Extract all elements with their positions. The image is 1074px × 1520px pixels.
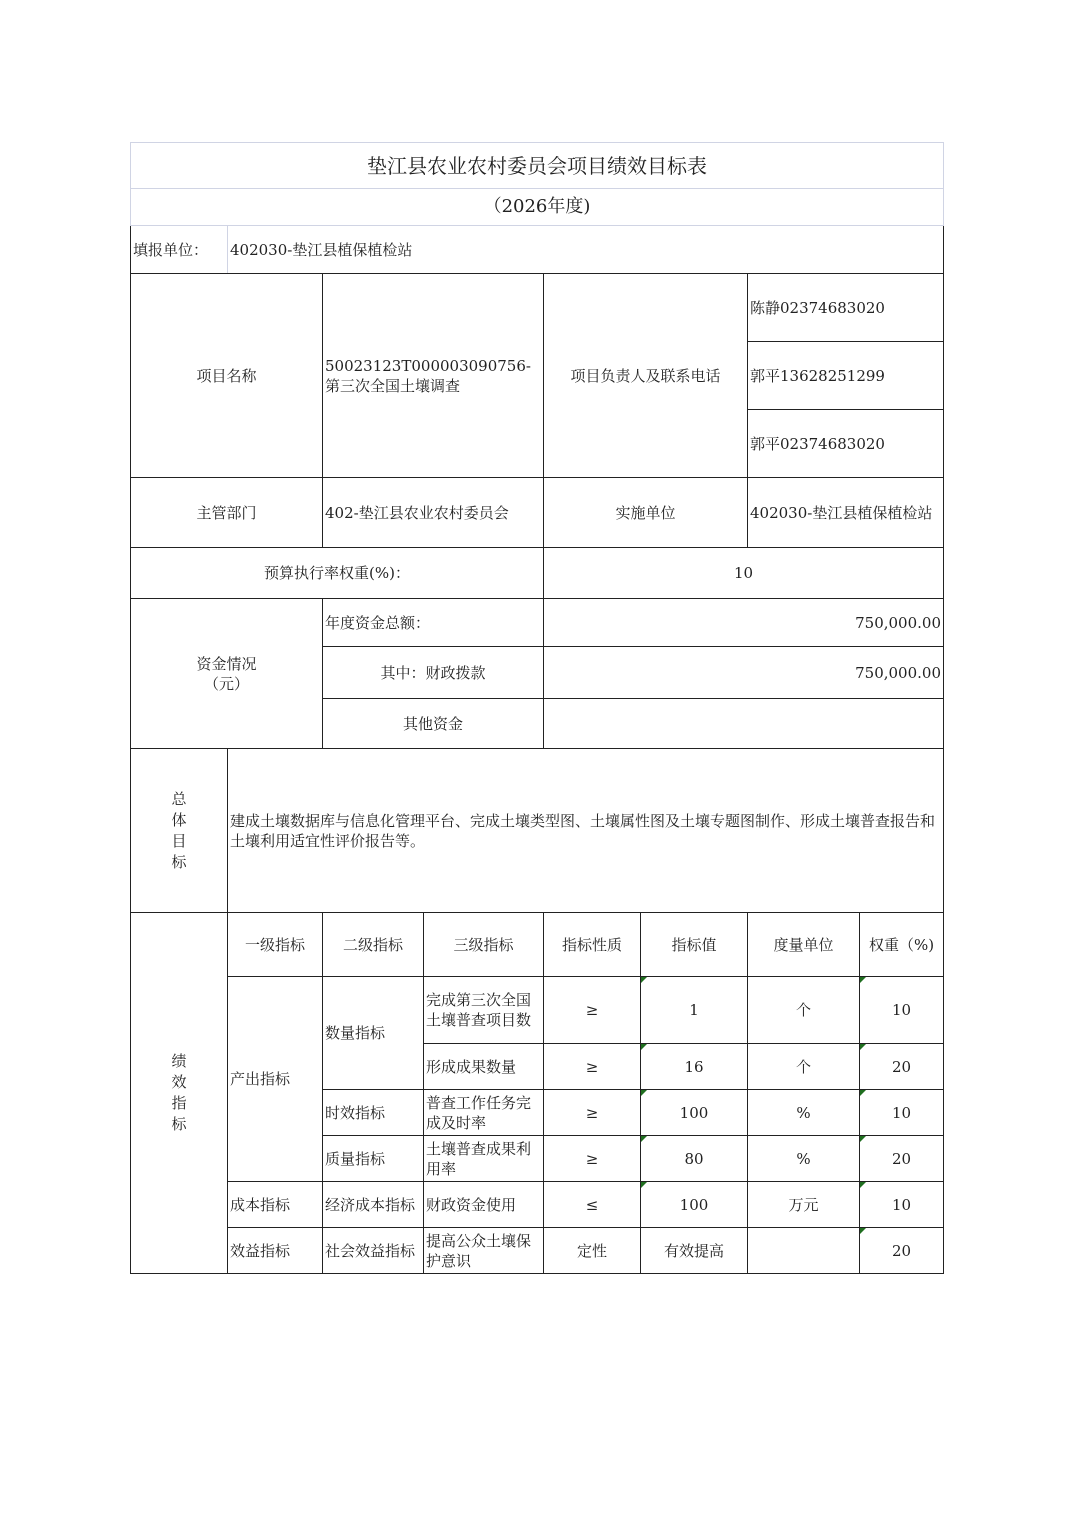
indicator-row: [131, 1228, 944, 1274]
total-funds-value: 750,000.00: [544, 599, 944, 647]
other-funds-value: [544, 699, 944, 749]
indicator-level2: 经济成本指标: [323, 1182, 424, 1228]
indicator-value: 100: [641, 1090, 748, 1136]
project-name-label: 项目名称: [131, 274, 323, 478]
indicator-weight: 20: [860, 1228, 944, 1274]
performance-table: [130, 142, 944, 1274]
header-level2: 二级指标: [323, 913, 424, 977]
budget-weight-label: 预算执行率权重(%)：: [131, 548, 544, 599]
project-name-value: 50023123T000003090756-第三次全国土壤调查: [323, 274, 544, 478]
indicator-weight: 10: [860, 1090, 944, 1136]
indicator-level3: 普查工作任务完成及时率: [424, 1090, 544, 1136]
performance-label-text: 绩效指标: [171, 1052, 187, 1133]
contact-2: 郭平13628251299: [748, 342, 944, 410]
overall-goal-label: [131, 749, 228, 913]
indicator-unit: [748, 1228, 860, 1274]
indicator-level2: 时效指标: [323, 1090, 424, 1136]
header-level3: 三级指标: [424, 913, 544, 977]
indicator-level1: 成本指标: [228, 1182, 323, 1228]
fiscal-funds-label: 其中：财政拨款: [323, 647, 544, 699]
indicator-level2: 质量指标: [323, 1136, 424, 1182]
filing-unit-label: 填报单位：: [131, 226, 228, 274]
budget-weight-value: 10: [544, 548, 944, 599]
indicator-level2: 数量指标: [323, 977, 424, 1090]
indicator-value: 1: [641, 977, 748, 1044]
indicator-level3: 形成成果数量: [424, 1044, 544, 1090]
indicator-weight: 10: [860, 1182, 944, 1228]
indicator-unit: %: [748, 1090, 860, 1136]
indicator-row: [131, 1182, 944, 1228]
header-nature: 指标性质: [544, 913, 641, 977]
indicator-level1: 效益指标: [228, 1228, 323, 1274]
overall-goal-label-text: 总体目标: [171, 789, 187, 871]
contact-1: 陈静02374683020: [748, 274, 944, 342]
indicator-value: 100: [641, 1182, 748, 1228]
header-level1: 一级指标: [228, 913, 323, 977]
impl-unit-label: 实施单位: [544, 478, 748, 548]
indicator-nature: ≥: [544, 1136, 641, 1182]
indicator-level3: 完成第三次全国土壤普查项目数: [424, 977, 544, 1044]
indicator-weight: 20: [860, 1044, 944, 1090]
header-unit: 度量单位: [748, 913, 860, 977]
indicator-row: [131, 977, 944, 1044]
indicator-nature: 定性: [544, 1228, 641, 1274]
sheet-title: 垫江县农业农村委员会项目绩效目标表: [131, 143, 944, 189]
indicator-level1: 产出指标: [228, 977, 323, 1182]
indicator-nature: ≤: [544, 1182, 641, 1228]
indicator-value: 有效提高: [641, 1228, 748, 1274]
indicator-value: 16: [641, 1044, 748, 1090]
indicator-level3: 土壤普查成果利用率: [424, 1136, 544, 1182]
performance-label: [131, 913, 228, 1274]
filing-unit-value: 402030-垫江县植保植检站: [228, 226, 944, 274]
header-weight: 权重（%): [860, 913, 944, 977]
dept-label: 主管部门: [131, 478, 323, 548]
indicator-unit: %: [748, 1136, 860, 1182]
funds-label-line1: 资金情况: [196, 654, 257, 673]
total-funds-label: 年度资金总额：: [323, 599, 544, 647]
overall-goal-text: 建成土壤数据库与信息化管理平台、完成土壤类型图、土壤属性图及土壤专题图制作、形成土壤普查报告和土壤利用适宜性评价报告等。: [228, 749, 944, 913]
indicator-nature: ≥: [544, 1090, 641, 1136]
indicator-weight: 20: [860, 1136, 944, 1182]
other-funds-label: 其他资金: [323, 699, 544, 749]
indicator-unit: 个: [748, 1044, 860, 1090]
indicator-level2: 社会效益指标: [323, 1228, 424, 1274]
contact-label: 项目负责人及联系电话: [544, 274, 748, 478]
contact-3: 郭平02374683020: [748, 410, 944, 478]
indicator-value: 80: [641, 1136, 748, 1182]
funds-label: [131, 599, 323, 749]
header-value: 指标值: [641, 913, 748, 977]
sheet-year: （2026年度): [131, 189, 944, 226]
impl-unit-value: 402030-垫江县植保植检站: [748, 478, 944, 548]
dept-value: 402-垫江县农业农村委员会: [323, 478, 544, 548]
funds-label-line2: （元）: [203, 674, 249, 693]
fiscal-funds-value: 750,000.00: [544, 647, 944, 699]
indicator-nature: ≥: [544, 1044, 641, 1090]
indicator-unit: 万元: [748, 1182, 860, 1228]
performance-target-sheet: [130, 142, 943, 1274]
indicator-nature: ≥: [544, 977, 641, 1044]
indicator-level3: 财政资金使用: [424, 1182, 544, 1228]
indicator-unit: 个: [748, 977, 860, 1044]
indicator-level3: 提高公众土壤保护意识: [424, 1228, 544, 1274]
indicator-weight: 10: [860, 977, 944, 1044]
